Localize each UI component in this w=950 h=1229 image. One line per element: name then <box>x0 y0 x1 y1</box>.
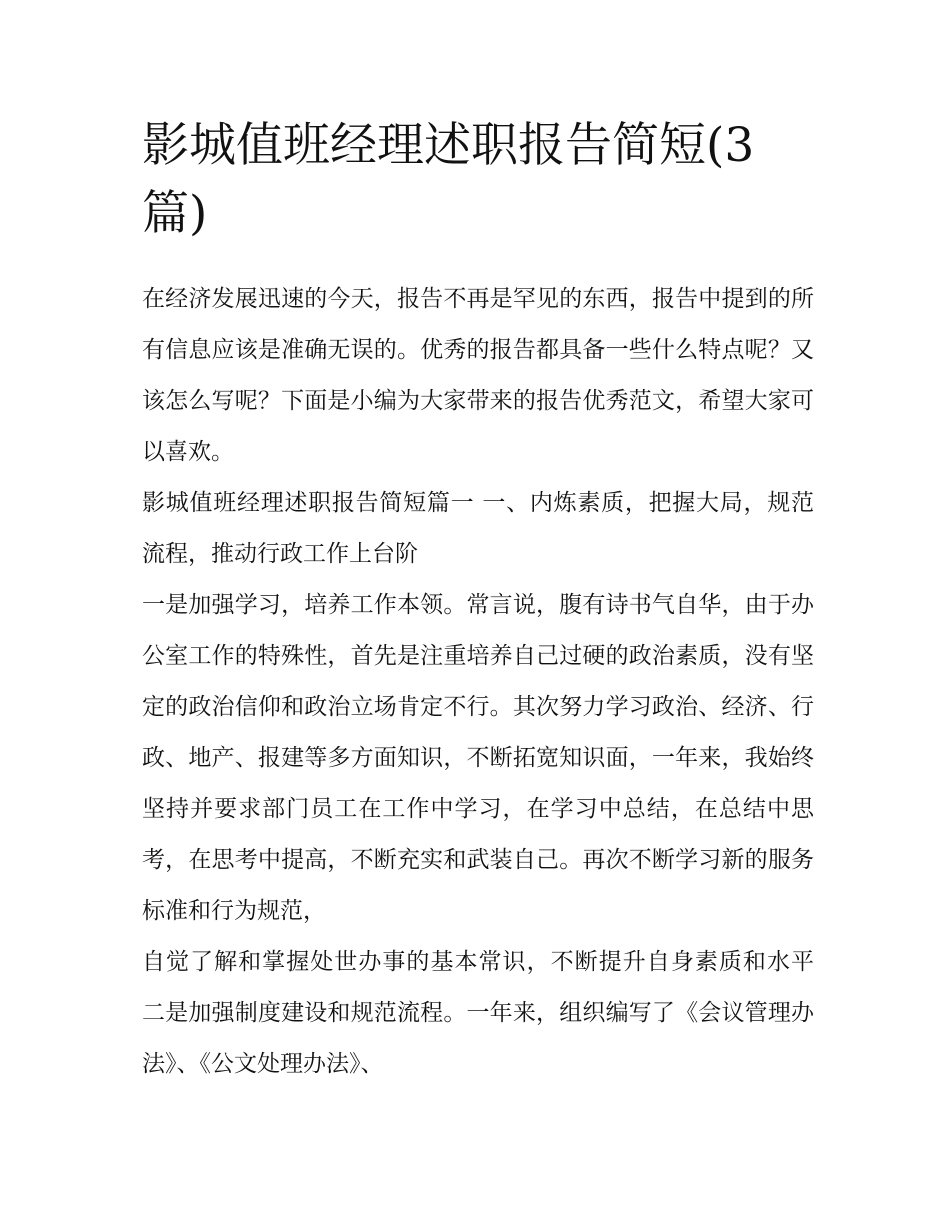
title-tail: 篇) <box>142 186 208 241</box>
intro-paragraph: 在经济发展迅速的今天，报告不再是罕见的东西，报告中提到的所有信息应该是准确无误的。优秀的报告都具备一些什么特点呢？又该怎么写呢？下面是小编为大家带来的报告优秀范文，希望大家可以喜欢。 <box>142 286 814 465</box>
document-title <box>142 112 822 248</box>
body-paragraph: 一是加强学习，培养工作本领。常言说，腹有诗书气自华，由于办公室工作的特殊性，首先是注重培养自己过硬的政治素质，没有坚定的政治信仰和政治立场肯定不行。其次努力学习政治、经济、行政、地产、报建等多方面知识，不断拓宽知识面，一年来，我始终坚持并要求部门员工在工作中学习，在学习中总结，在总结中思考，在思考中提高，不断充实和武装自己。再次不断学习新的服务标准和行为规范， <box>142 592 814 924</box>
title-main: 影城值班经理述职报告简短(3 <box>142 118 755 173</box>
section-heading-paragraph: 影城值班经理述职报告简短篇一 一、内炼素质，把握大局，规范流程，推动行政工作上台阶 <box>142 490 814 567</box>
body-paragraph: 自觉了解和掌握处世办事的基本常识，不断提升自身素质和水平 二是加强制度建设和规范流程。一年来，组织编写了《会议管理办法》、《公文处理办法》、 <box>142 949 814 1077</box>
document-body <box>142 274 814 1090</box>
